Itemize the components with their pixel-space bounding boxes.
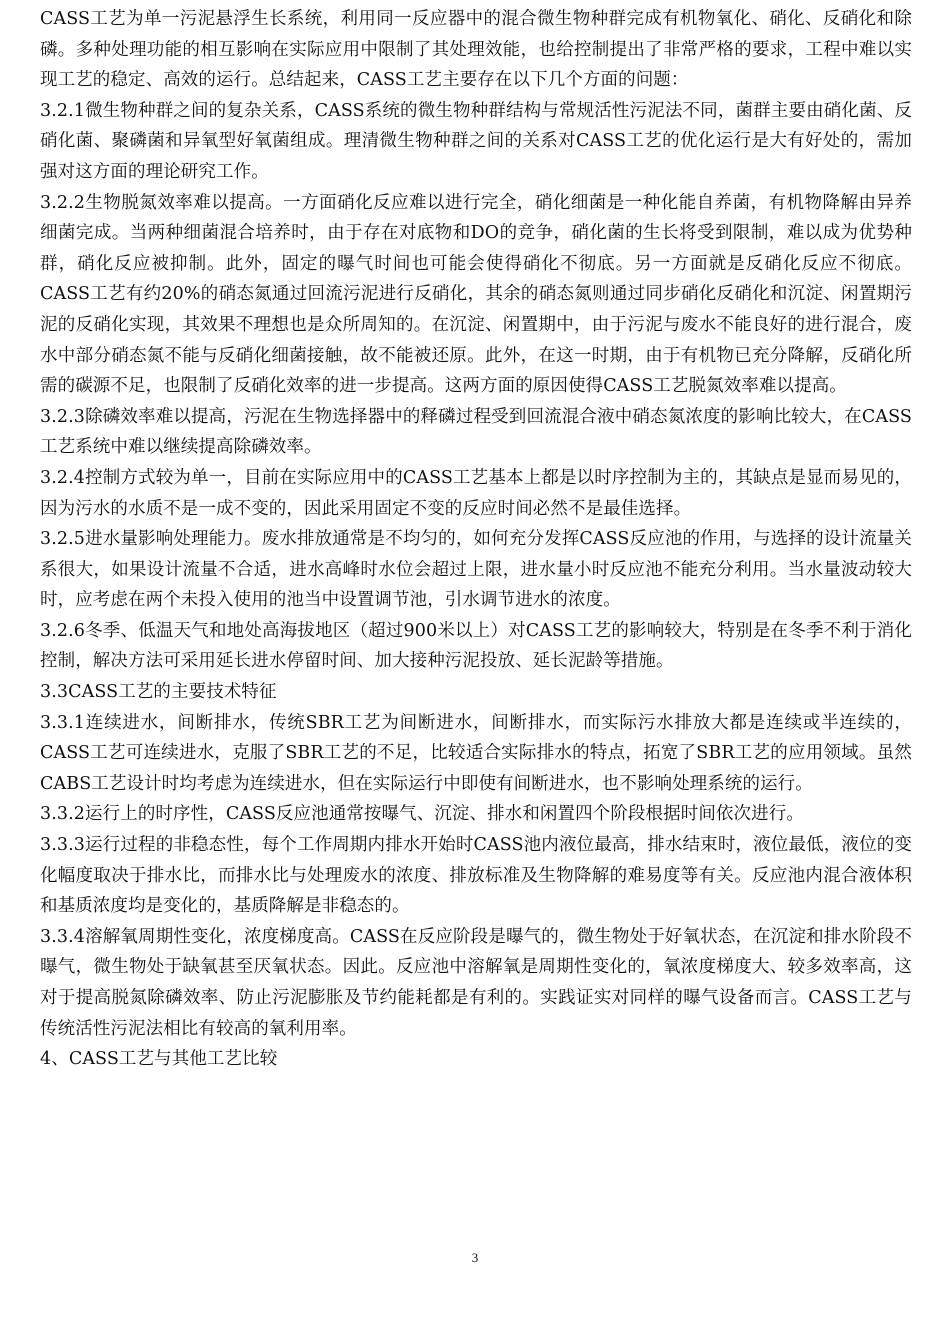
section-3-2-4-paragraph: 3.2.4控制方式较为单一，目前在实际应用中的CASS工艺基本上都是以时序控制为主的，其缺点是显而易见的，因为污水的水质不是一成不变的，因此采用固定不变的反应时间必然不是最佳选择。 (40, 467, 912, 519)
section-3-2-1-paragraph: 3.2.1微生物种群之间的复杂关系，CASS系统的微生物种群结构与常规活性污泥法不同，菌群主要由硝化菌、反硝化菌、聚磷菌和异氧型好氧菌组成。理清微生物种群之间的关系对CASS工艺的优化运行是大有好处的，需加强对这方面的理论研究工作。 (40, 100, 912, 182)
section-3-3-4-paragraph: 3.3.4溶解氧周期性变化，浓度梯度高。CASS在反应阶段是曝气的，微生物处于好氧状态，在沉淀和排水阶段不曝气，微生物处于缺氧甚至厌氧状态。因此。反应池中溶解氧是周期性变化的，氧浓度梯度大、较多效率高，这对于提高脱氮除磷效率、防止污泥膨胀及节约能耗都是有利的。实践证实对同样的曝气设备而言。CASS工艺与传统活性污泥法相比有较高的氧利用率。 (40, 926, 912, 1039)
section-3-3-heading: 3.3CASS工艺的主要技术特征 (40, 682, 277, 703)
section-3-2-3-paragraph: 3.2.3除磷效率难以提高，污泥在生物选择器中的释磷过程受到回流混合液中硝态氮浓度的影响比较大，在CASS工艺系统中难以继续提高除磷效率。 (40, 406, 912, 458)
section-3-3-2-paragraph: 3.3.2运行上的时序性，CASS反应池通常按曝气、沉淀、排水和闲置四个阶段根据时间依次进行。 (40, 804, 804, 825)
section-3-2-6-paragraph: 3.2.6冬季、低温天气和地处高海拔地区（超过900米以上）对CASS工艺的影响较大，特别是在冬季不利于消化控制，解决方法可采用延长进水停留时间、加大接种污泥投放、延长泥龄等措施。 (40, 620, 912, 672)
section-3-3-1-paragraph: 3.3.1连续进水，间断排水，传统SBR工艺为间断进水，间断排水，而实际污水排放大都是连续或半连续的，CASS工艺可连续进水，克服了SBR工艺的不足，比较适合实际排水的特点，拓宽了SBR工艺的应用领域。虽然CABS工艺设计时均考虑为连续进水，但在实际运行中即使有间断进水，也不影响处理系统的运行。 (40, 712, 912, 794)
section-3-3-3-paragraph: 3.3.3运行过程的非稳态性，每个工作周期内排水开始时CASS池内液位最高，排水结束时，液位最低，液位的变化幅度取决于排水比，而排水比与处理废水的浓度、排放标准及生物降解的难易度等有关。反应池内混合液体积和基质浓度均是变化的，基质降解是非稳态的。 (40, 835, 912, 917)
section-3-2-5-paragraph: 3.2.5进水量影响处理能力。废水排放通常是不均匀的，如何充分发挥CASS反应池的作用，与选择的设计流量关系很大，如果设计流量不合适，进水高峰时水位会超过上限，进水量小时反应池不能充分利用。当水量波动较大时，应考虑在两个未投入使用的池当中设置调节池，引水调节进水的浓度。 (40, 529, 912, 611)
section-4-heading: 4、CASS工艺与其他工艺比较 (40, 1049, 278, 1070)
page-number: 3 (471, 1250, 479, 1265)
section-3-2-2-paragraph: 3.2.2生物脱氮效率难以提高。一方面硝化反应难以进行完全，硝化细菌是一种化能自养菌，有机物降解由异养细菌完成。当两种细菌混合培养时，由于存在对底物和DO的竞争，硝化菌的生长将受到限制，难以成为优势种群，硝化反应被抑制。此外，固定的曝气时间也可能会使得硝化不彻底。另一方面就是反硝化反应不彻底。CASS工艺有约20%的硝态氮通过回流污泥进行反硝化，其余的硝态氮则通过同步硝化反硝化和沉淀、闲置期污泥的反硝化实现，其效果不理想也是众所周知的。在沉淀、闲置期中，由于污泥与废水不能良好的进行混合，废水中部分硝态氮不能与反硝化细菌接触，故不能被还原。此外，在这一时期，由于有机物已充分降解，反硝化所需的碳源不足，也限制了反硝化效率的进一步提高。这两方面的原因使得CASS工艺脱氮效率难以提高。 (40, 192, 912, 397)
intro-paragraph: CASS工艺为单一污泥悬浮生长系统，利用同一反应器中的混合微生物种群完成有机物氧化、硝化、反硝化和除磷。多种处理功能的相互影响在实际应用中限制了其处理效能，也给控制提出了非常严格的要求，工程中难以实现工艺的稳定、高效的运行。总结起来，CASS工艺主要存在以下几个方面的问题： (40, 9, 912, 91)
page-body (40, 4, 912, 1075)
